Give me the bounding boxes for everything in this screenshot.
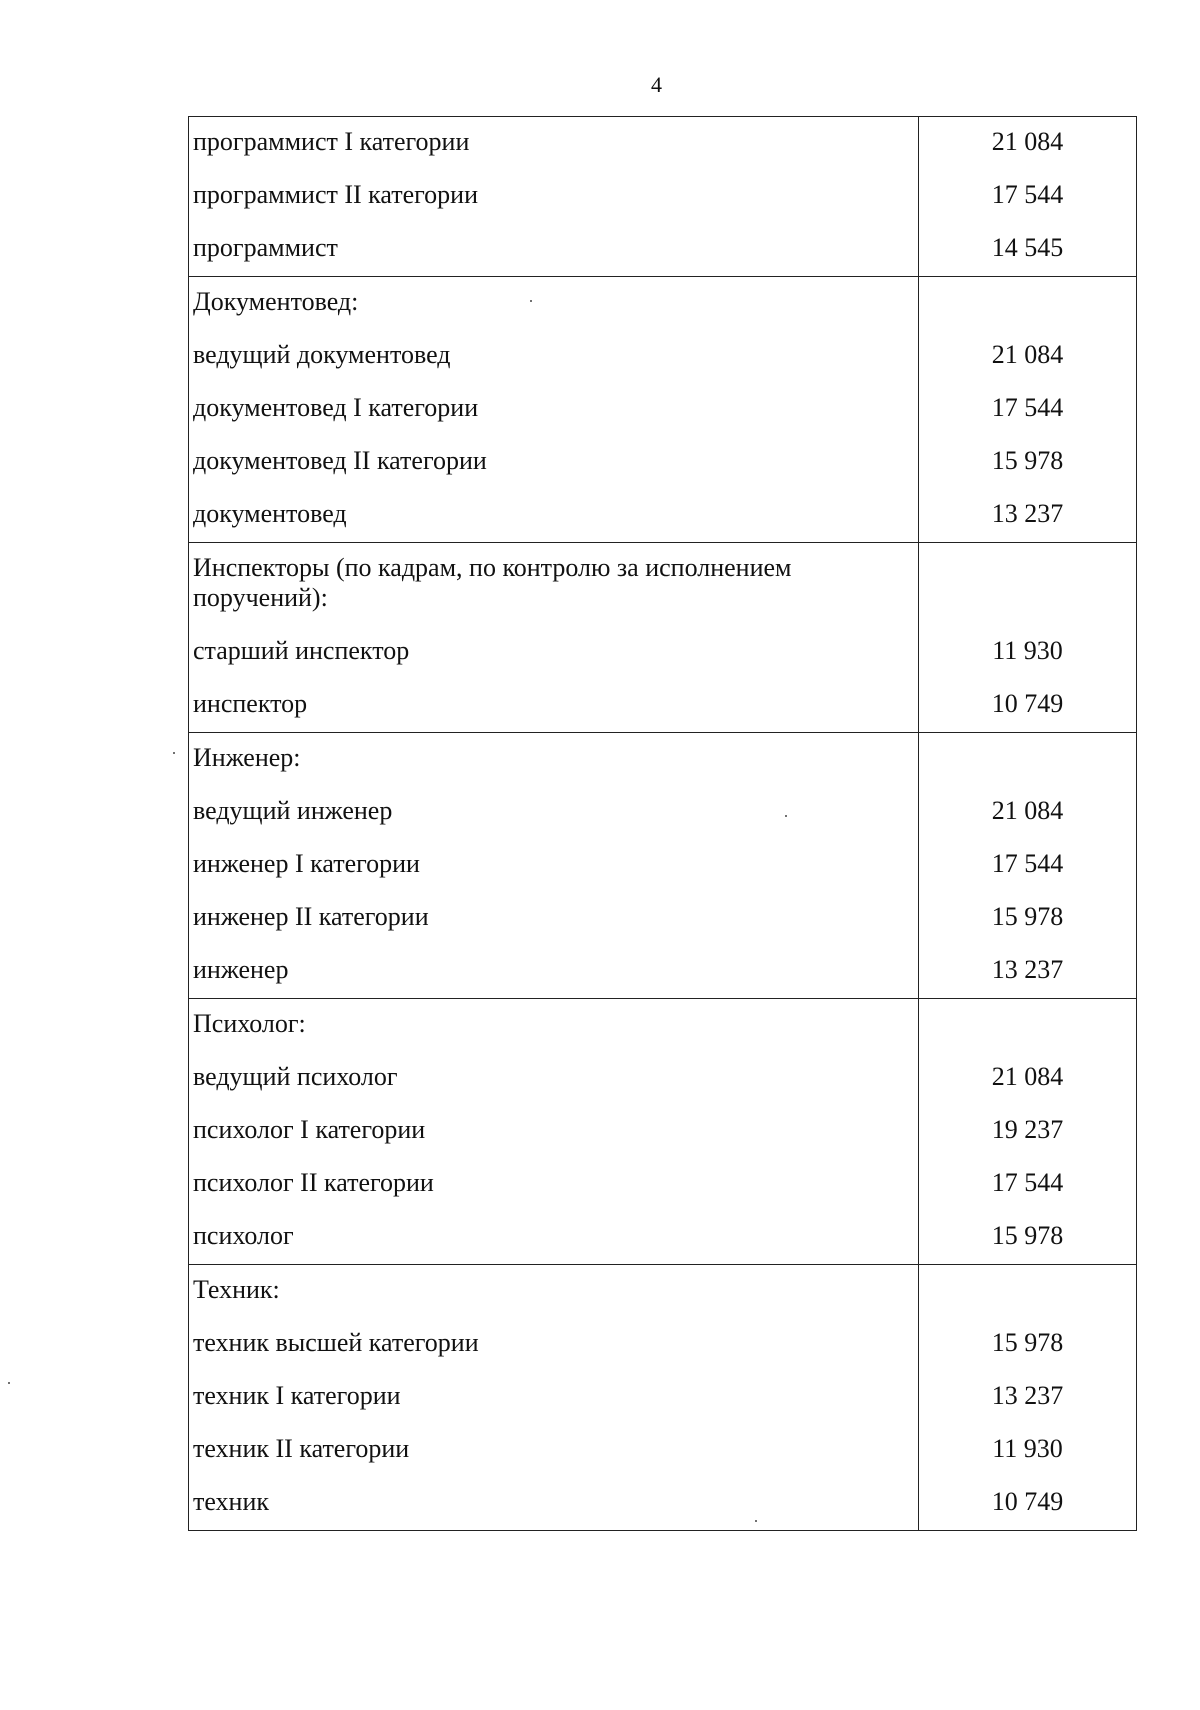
section-heading: Инспекторы (по кадрам, по контролю за исполнением поручений): — [193, 553, 792, 612]
table-row — [189, 1265, 1137, 1531]
salary-value: 13 237 — [991, 955, 1064, 984]
salary-value: 11 930 — [992, 636, 1063, 665]
position-title: инженер — [193, 955, 289, 984]
scan-speck — [755, 1520, 757, 1522]
scan-speck — [173, 752, 175, 754]
position-title: ведущий документовед — [193, 340, 451, 369]
position-title: психолог I категории — [193, 1115, 426, 1144]
title-cell — [189, 999, 919, 1265]
position-title: старший инспектор — [193, 636, 410, 665]
page-number: 4 — [651, 72, 662, 97]
scan-speck — [530, 300, 532, 302]
position-title: психолог — [193, 1221, 294, 1250]
scan-speck — [8, 1382, 10, 1384]
salary-value: 11 930 — [992, 1434, 1063, 1463]
position-title: техник высшей категории — [193, 1328, 479, 1357]
position-title: техник — [193, 1487, 270, 1516]
value-cell — [919, 543, 1137, 733]
salary-value: 13 237 — [991, 1381, 1064, 1410]
salary-value: 14 545 — [991, 233, 1064, 262]
salary-value: 17 544 — [991, 393, 1064, 422]
position-title: программист I категории — [193, 127, 470, 156]
salary-value: 21 084 — [991, 1062, 1064, 1091]
value-cell — [919, 1265, 1137, 1531]
position-title: техник I категории — [193, 1381, 401, 1410]
salary-value: 17 544 — [991, 180, 1064, 209]
table-row — [189, 117, 1137, 277]
position-title: техник II категории — [193, 1434, 410, 1463]
salary-value: 10 749 — [991, 1487, 1064, 1516]
value-cell — [919, 277, 1137, 543]
salary-value: 10 749 — [991, 689, 1064, 718]
salary-value: 21 084 — [991, 796, 1064, 825]
position-title: инженер I категории — [193, 849, 420, 878]
title-cell — [189, 1265, 919, 1531]
position-title: документовед II категории — [193, 446, 487, 475]
table-row — [189, 277, 1137, 543]
title-cell — [189, 277, 919, 543]
value-cell — [919, 733, 1137, 999]
table-row — [189, 999, 1137, 1265]
position-title: инженер II категории — [193, 902, 429, 931]
salary-value: 15 978 — [991, 1221, 1064, 1250]
salary-value: 15 978 — [991, 1328, 1064, 1357]
title-cell — [189, 733, 919, 999]
table-row — [189, 733, 1137, 999]
section-heading: Документовед: — [193, 287, 359, 316]
position-title: документовед I категории — [193, 393, 479, 422]
position-title: документовед — [193, 499, 347, 528]
position-title: инспектор — [193, 689, 308, 718]
title-cell — [189, 543, 919, 733]
salary-value: 13 237 — [991, 499, 1064, 528]
position-title: программист II категории — [193, 180, 479, 209]
salary-value: 15 978 — [991, 446, 1064, 475]
section-heading: Психолог: — [193, 1009, 306, 1038]
position-title: психолог II категории — [193, 1168, 434, 1197]
value-cell — [919, 999, 1137, 1265]
scan-speck — [785, 815, 787, 817]
salary-value: 21 084 — [991, 127, 1064, 156]
table-row — [189, 543, 1137, 733]
position-title: ведущий психолог — [193, 1062, 398, 1091]
position-title: программист — [193, 233, 338, 262]
value-cell — [919, 117, 1137, 277]
salary-table — [188, 116, 1137, 1531]
salary-value: 17 544 — [991, 1168, 1064, 1197]
position-title: ведущий инженер — [193, 796, 393, 825]
salary-value: 15 978 — [991, 902, 1064, 931]
salary-value: 19 237 — [991, 1115, 1064, 1144]
section-heading: Техник: — [193, 1275, 280, 1304]
salary-value: 17 544 — [991, 849, 1064, 878]
section-heading: Инженер: — [193, 743, 301, 772]
salary-value: 21 084 — [991, 340, 1064, 369]
title-cell — [189, 117, 919, 277]
